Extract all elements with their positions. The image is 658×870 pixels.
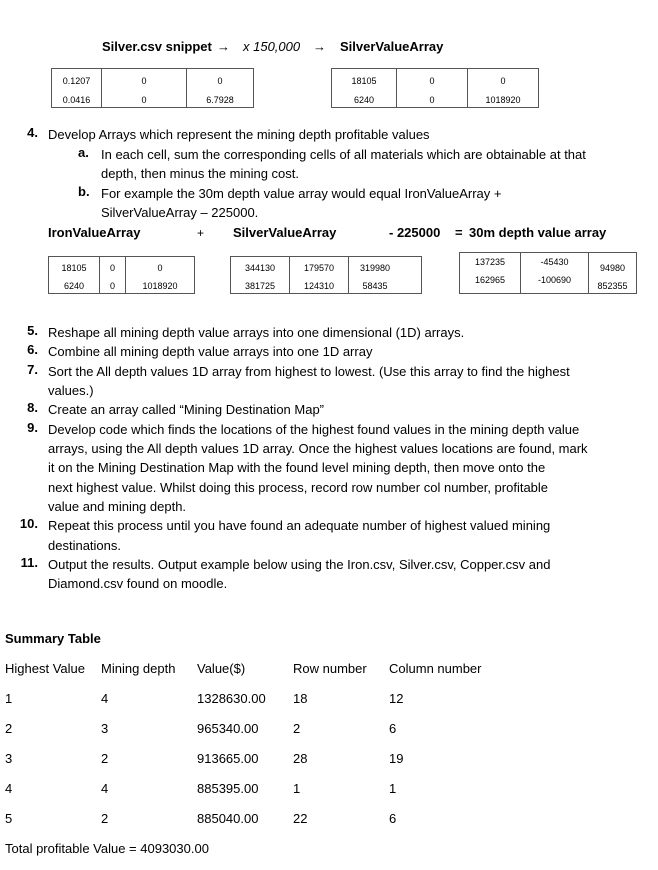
row-cell: 1 [293,781,301,796]
arrow-right-icon: → [313,39,326,54]
list-item: Diamond.csv found on moodle. [48,576,228,591]
table-cell: 94980 [599,263,626,273]
table-cell: 179570 [303,263,335,273]
table-cell: 6240 [353,95,375,105]
iron-array-label: IronValueArray [48,225,141,240]
list-item: values.) [48,383,94,398]
row-cell: 28 [293,751,308,766]
list-number: 5. [27,323,38,338]
table-cell: 124310 [303,281,335,291]
value-cell: 965340.00 [197,721,259,736]
list-number: 4. [27,125,38,140]
table-cell: 0 [429,95,435,105]
sublist-label: a. [78,145,89,160]
table-cell: 0 [500,76,506,86]
depth-cell: 3 [101,721,109,736]
value-cell: 885040.00 [197,811,259,826]
depth-array-label: 30m depth value array [469,225,607,240]
summary-title: Summary Table [5,631,101,646]
silver-csv-table [51,68,254,108]
depth-cell: 4 [101,781,109,796]
table-cell: 18105 [351,76,377,86]
row-cell: 22 [293,811,308,826]
column-cell: 1 [389,781,397,796]
rank-cell: 4 [5,781,13,796]
table-cell: 162965 [474,275,506,285]
rank-cell: 3 [5,751,13,766]
table-cell: 0 [157,263,163,273]
table-cell: -100690 [537,275,572,285]
list-item: depth, then minus the mining cost. [101,166,300,181]
list-item: it on the Mining Destination Map with the found level mining depth, then move onto the [48,460,546,475]
table-cell: 0 [141,95,147,105]
list-item: Repeat this process until you have found an adequate number of highest valued mining [48,518,551,533]
column-header: Value($) [197,661,246,676]
column-cell: 12 [389,691,404,706]
list-number: 11. [20,555,38,570]
column-header: Highest Value [5,661,85,676]
snippet-label: Silver.csv snippet [102,39,212,54]
column-cell: 6 [389,811,397,826]
list-item: Sort the All depth values 1D array from highest to lowest. (Use this array to find the highest [48,364,570,379]
plus-sign: + [197,226,205,240]
table-cell: 381725 [244,281,276,291]
rank-cell: 2 [5,721,13,736]
result-label: SilverValueArray [340,39,444,54]
table-cell: 852355 [597,281,628,291]
value-cell: 913665.00 [197,751,259,766]
table-cell: 58435 [362,281,388,291]
list-number: 6. [27,342,38,357]
list-item: Reshape all mining depth value arrays into one dimensional (1D) arrays. [48,325,465,340]
depth30-value-table [459,252,637,294]
table-cell: 319980 [359,263,391,273]
depth-cell: 2 [101,751,109,766]
list-number: 10. [19,516,38,531]
value-cell: 885395.00 [197,781,259,796]
list-item: Develop Arrays which represent the mining depth profitable values [48,127,430,142]
list-item: next highest value. Whilst doing this process, record row number col number, profitable [48,480,549,495]
table-cell: 0.0416 [62,95,91,105]
depth-cell: 4 [101,691,109,706]
sublist-label: b. [78,184,90,199]
column-cell: 19 [389,751,404,766]
table-cell: 6.7928 [206,95,234,105]
iron-value-table [48,256,195,294]
list-item: Develop code which finds the locations of the highest found values in the mining depth value [48,422,580,437]
silver-value-table [331,68,539,108]
list-number: 8. [27,400,38,415]
multiplier-label: x 150,000 [243,39,301,54]
table-cell: 18105 [61,263,87,273]
list-item: Output the results. Output example below using the Iron.csv, Silver.csv, Copper.csv and [48,557,551,572]
table-cell: 0.1207 [62,76,91,86]
table-cell: 6240 [63,281,85,291]
row-cell: 2 [293,721,301,736]
table-cell: 1018920 [485,95,521,105]
list-item: In each cell, sum the corresponding cells of all materials which are obtainable at that [101,147,586,162]
table-cell: 0 [141,76,147,86]
silver-value-table-2 [230,256,422,294]
arrow-right-icon: → [217,39,230,54]
silver-array-label: SilverValueArray [233,225,337,240]
list-item: Create an array called “Mining Destination Map” [48,402,325,417]
table-cell: 0 [217,76,223,86]
total-value: Total profitable Value = 4093030.00 [5,841,209,856]
list-number: 7. [27,362,38,377]
depth-cell: 2 [101,811,109,826]
column-cell: 6 [389,721,397,736]
value-cell: 1328630.00 [197,691,266,706]
mining-cost-label: - 225000 [389,225,441,240]
column-header: Row number [293,661,367,676]
list-item: Combine all mining depth value arrays into one 1D array [48,344,373,359]
list-item: destinations. [48,538,121,553]
list-item: arrays, using the All depth values 1D array. Once the highest values locations are found, mark [48,441,588,456]
table-cell: 0 [429,76,435,86]
list-number: 9. [27,420,38,435]
rank-cell: 5 [5,811,13,826]
table-cell: 1018920 [142,281,178,291]
table-cell: 0 [109,263,115,273]
column-header: Column number [389,661,482,676]
rank-cell: 1 [5,691,13,706]
equals-sign: = [455,225,463,240]
column-header: Mining depth [101,661,176,676]
table-cell: 0 [109,281,115,291]
table-cell: 137235 [474,257,506,267]
row-cell: 18 [293,691,308,706]
table-cell: -45430 [540,257,569,267]
list-item: For example the 30m depth value array would equal IronValueArray + [101,186,502,201]
list-item: value and mining depth. [48,499,187,514]
table-cell: 344130 [244,263,276,273]
list-item: SilverValueArray – 225000. [101,205,259,220]
